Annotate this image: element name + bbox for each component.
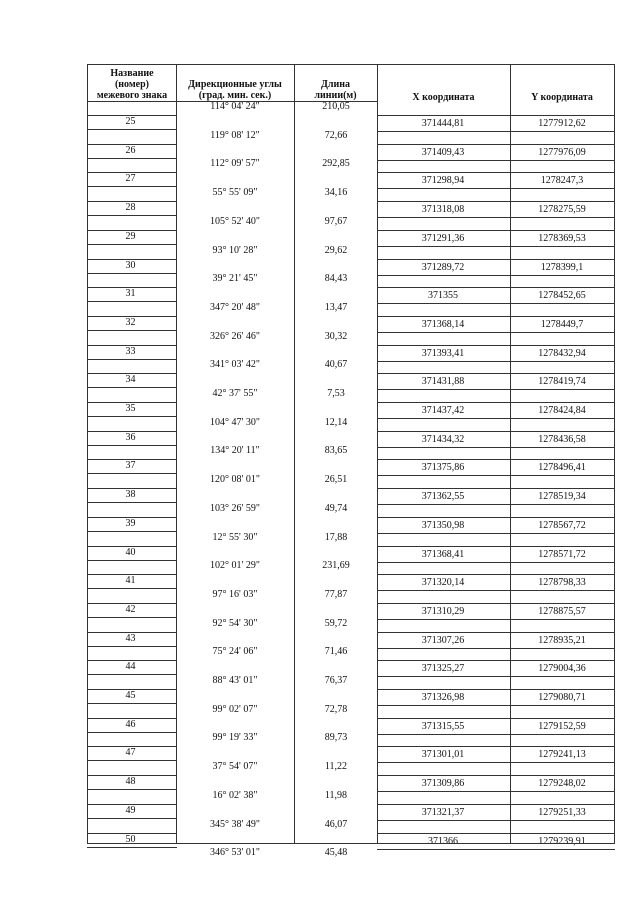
point-y-coordinate: 1279248,02 [538, 778, 586, 789]
row-divider [377, 447, 615, 448]
row-divider [377, 475, 615, 476]
segment-angle: 345° 38' 49" [210, 819, 260, 830]
row-divider [377, 144, 615, 145]
row-divider [377, 546, 615, 547]
segment-angle: 16° 02' 38" [212, 790, 258, 801]
row-divider [377, 833, 615, 834]
row-divider [377, 246, 615, 247]
row-divider [377, 361, 615, 362]
row-divider [87, 732, 177, 733]
row-divider [377, 172, 615, 173]
point-x-coordinate: 371355 [428, 290, 458, 301]
point-x-coordinate: 371431,88 [421, 376, 465, 387]
header-angle [176, 79, 294, 101]
point-x-coordinate: 371291,36 [421, 233, 465, 244]
segment-angle: 119° 08' 12" [210, 130, 260, 141]
point-name: 49 [125, 805, 136, 816]
segment-angle: 326° 26' 46" [210, 331, 260, 342]
row-divider [377, 632, 615, 633]
row-divider [377, 603, 615, 604]
row-divider [377, 718, 615, 719]
row-divider [87, 129, 177, 130]
row-divider [377, 689, 615, 690]
point-y-coordinate: 1279251,33 [538, 807, 586, 818]
column-border [614, 64, 615, 844]
point-name: 33 [125, 346, 136, 357]
point-x-coordinate: 371318,08 [421, 204, 465, 215]
point-name: 50 [125, 834, 136, 845]
row-divider [87, 843, 615, 844]
row-divider [87, 760, 177, 761]
segment-length: 26,51 [324, 474, 348, 485]
segment-angle: 12° 55' 30" [212, 532, 258, 543]
row-divider [377, 115, 615, 116]
row-divider [377, 459, 615, 460]
point-y-coordinate: 1278567,72 [538, 520, 586, 531]
point-x-coordinate: 371309,86 [421, 778, 465, 789]
segment-angle: 92° 54' 30" [212, 618, 258, 629]
row-divider [87, 674, 177, 675]
row-divider [377, 131, 615, 132]
point-name: 42 [125, 604, 136, 615]
row-divider [87, 473, 177, 474]
point-y-coordinate: 1278452,65 [538, 290, 586, 301]
segment-angle: 93° 10' 28" [212, 245, 258, 256]
segment-angle: 347° 20' 48" [210, 302, 260, 313]
row-divider [87, 359, 177, 360]
point-name: 45 [125, 690, 136, 701]
point-x-coordinate: 371362,55 [421, 491, 465, 502]
segment-angle: 88° 43' 01" [212, 675, 258, 686]
point-y-coordinate: 1278935,21 [538, 635, 586, 646]
row-divider [377, 275, 615, 276]
segment-length: 17,88 [324, 532, 348, 543]
row-divider [377, 332, 615, 333]
point-y-coordinate: 1277976,09 [538, 147, 586, 158]
point-name: 28 [125, 202, 136, 213]
row-divider [377, 804, 615, 805]
point-name: 29 [125, 231, 136, 242]
header-length-line2: линии(м) [314, 90, 357, 101]
segment-angle: 105° 52' 40" [210, 216, 260, 227]
point-name: 32 [125, 317, 136, 328]
row-divider [87, 330, 177, 331]
row-divider [377, 820, 615, 821]
segment-length: 89,73 [324, 732, 348, 743]
point-x-coordinate: 371307,26 [421, 635, 465, 646]
segment-angle: 55° 55' 09" [212, 187, 258, 198]
segment-angle: 75° 24' 06" [212, 646, 258, 657]
segment-length: 76,37 [324, 675, 348, 686]
point-y-coordinate: 1278369,53 [538, 233, 586, 244]
point-y-coordinate: 1278419,74 [538, 376, 586, 387]
row-divider [377, 316, 615, 317]
row-divider [377, 230, 615, 231]
segment-length: 72,78 [324, 704, 348, 715]
point-name: 38 [125, 489, 136, 500]
segment-angle: 120° 08' 01" [210, 474, 260, 485]
segment-length: 59,72 [324, 618, 348, 629]
point-x-coordinate: 371325,27 [421, 663, 465, 674]
segment-length: 11,22 [324, 761, 348, 772]
table-top-border [87, 64, 615, 65]
segment-length: 30,32 [324, 331, 348, 342]
point-name: 39 [125, 518, 136, 529]
header-y: Y координата [531, 92, 593, 103]
segment-length: 12,14 [324, 417, 348, 428]
segment-length: 84,43 [324, 273, 348, 284]
point-name: 43 [125, 633, 136, 644]
column-border [510, 64, 511, 844]
row-divider [377, 217, 615, 218]
point-x-coordinate: 371350,98 [421, 520, 465, 531]
point-x-coordinate: 371437,42 [421, 405, 465, 416]
point-name: 41 [125, 575, 136, 586]
segment-angle: 42° 37' 55" [212, 388, 258, 399]
row-divider [87, 646, 177, 647]
point-name: 26 [125, 145, 136, 156]
point-name: 35 [125, 403, 136, 414]
segment-length: 40,67 [324, 359, 348, 370]
row-divider [377, 574, 615, 575]
segment-angle: 102° 01' 29" [210, 560, 260, 571]
row-divider [87, 818, 177, 819]
row-divider [377, 746, 615, 747]
segment-angle: 346° 53' 01" [210, 847, 260, 858]
segment-length: 49,74 [324, 503, 348, 514]
row-divider [87, 789, 177, 790]
segment-length: 231,69 [322, 560, 350, 571]
header-name-line3: межевого знака [96, 90, 168, 101]
row-divider [377, 504, 615, 505]
point-name: 27 [125, 173, 136, 184]
row-divider [377, 849, 615, 850]
row-divider [87, 158, 177, 159]
row-divider [87, 445, 177, 446]
row-divider [87, 560, 177, 561]
segment-angle: 134° 20' 11" [210, 445, 260, 456]
row-divider [87, 847, 177, 848]
point-y-coordinate: 1278798,33 [538, 577, 586, 588]
point-x-coordinate: 371444,81 [421, 118, 465, 129]
row-divider [87, 502, 177, 503]
row-divider [377, 705, 615, 706]
point-y-coordinate: 1277912,62 [538, 118, 586, 129]
segment-length: 7,53 [327, 388, 345, 399]
header-length [294, 79, 377, 101]
point-y-coordinate: 1278275,59 [538, 204, 586, 215]
row-divider [377, 762, 615, 763]
row-divider [377, 590, 615, 591]
point-x-coordinate: 371434,32 [421, 434, 465, 445]
point-name: 25 [125, 116, 136, 127]
point-x-coordinate: 371375,86 [421, 462, 465, 473]
header-length-line1: Длина [320, 79, 350, 90]
column-border [176, 64, 177, 844]
segment-length: 46,07 [324, 819, 348, 830]
segment-angle: 97° 16' 03" [212, 589, 258, 600]
point-name: 31 [125, 288, 136, 299]
point-name: 46 [125, 719, 136, 730]
point-x-coordinate: 371321,37 [421, 807, 465, 818]
row-divider [377, 648, 615, 649]
row-divider [377, 259, 615, 260]
point-y-coordinate: 1278247,3 [540, 175, 584, 186]
point-y-coordinate: 1279004,36 [538, 663, 586, 674]
row-divider [87, 273, 177, 274]
point-y-coordinate: 1278399,1 [540, 262, 584, 273]
point-y-coordinate: 1279152,59 [538, 721, 586, 732]
point-y-coordinate: 1279241,13 [538, 749, 586, 760]
point-name: 30 [125, 260, 136, 271]
row-divider [377, 619, 615, 620]
point-name: 47 [125, 747, 136, 758]
point-x-coordinate: 371320,14 [421, 577, 465, 588]
point-y-coordinate: 1279239,91 [538, 836, 586, 847]
point-name: 34 [125, 374, 136, 385]
point-name: 44 [125, 661, 136, 672]
row-divider [87, 301, 177, 302]
column-border [294, 64, 295, 844]
point-x-coordinate: 371289,72 [421, 262, 465, 273]
row-divider [377, 160, 615, 161]
header-name-line2: (номер) [114, 79, 150, 90]
row-divider [377, 345, 615, 346]
segment-length: 71,46 [324, 646, 348, 657]
point-x-coordinate: 371301,01 [421, 749, 465, 760]
row-divider [377, 201, 615, 202]
row-divider [377, 533, 615, 534]
row-divider [377, 188, 615, 189]
row-divider [87, 588, 177, 589]
segment-length: 83,65 [324, 445, 348, 456]
point-y-coordinate: 1278519,34 [538, 491, 586, 502]
row-divider [377, 418, 615, 419]
row-divider [87, 244, 177, 245]
point-y-coordinate: 1278436,58 [538, 434, 586, 445]
segment-length: 77,87 [324, 589, 348, 600]
point-y-coordinate: 1278424,84 [538, 405, 586, 416]
row-divider [377, 303, 615, 304]
point-x-coordinate: 371393,41 [421, 348, 465, 359]
header-angle-line2: (град. мин. сек.) [198, 90, 272, 101]
point-y-coordinate: 1278875,57 [538, 606, 586, 617]
segment-length: 34,16 [324, 187, 348, 198]
row-divider [377, 488, 615, 489]
row-divider [377, 389, 615, 390]
row-divider [87, 215, 177, 216]
point-x-coordinate: 371368,14 [421, 319, 465, 330]
row-divider [377, 734, 615, 735]
point-x-coordinate: 371326,98 [421, 692, 465, 703]
row-divider [87, 703, 177, 704]
row-divider [87, 531, 177, 532]
point-y-coordinate: 1278432,94 [538, 348, 586, 359]
point-name: 40 [125, 547, 136, 558]
point-x-coordinate: 371409,43 [421, 147, 465, 158]
row-divider [377, 431, 615, 432]
header-name [88, 68, 176, 101]
row-divider [87, 186, 177, 187]
segment-angle: 99° 02' 07" [212, 704, 258, 715]
segment-length: 13,47 [324, 302, 348, 313]
row-divider [377, 660, 615, 661]
segment-length: 210,05 [322, 101, 350, 112]
point-x-coordinate: 371310,29 [421, 606, 465, 617]
point-y-coordinate: 1278571,72 [538, 549, 586, 560]
row-divider [377, 562, 615, 563]
segment-angle: 104° 47' 30" [210, 417, 260, 428]
header-angle-line1: Дирекционные углы [188, 79, 282, 90]
point-name: 36 [125, 432, 136, 443]
segment-length: 292,85 [322, 158, 350, 169]
row-divider [377, 287, 615, 288]
header-x: X координата [412, 92, 475, 103]
row-divider [87, 416, 177, 417]
point-x-coordinate: 371315,55 [421, 721, 465, 732]
header-name-line1: Название [110, 68, 154, 79]
segment-length: 29,62 [324, 245, 348, 256]
segment-angle: 112° 09' 57" [210, 158, 260, 169]
row-divider [87, 387, 177, 388]
point-name: 37 [125, 460, 136, 471]
row-divider [377, 676, 615, 677]
segment-length: 45,48 [324, 847, 348, 858]
segment-length: 11,98 [324, 790, 348, 801]
row-divider [377, 373, 615, 374]
point-x-coordinate: 371298,94 [421, 175, 465, 186]
row-divider [377, 775, 615, 776]
point-x-coordinate: 371368,41 [421, 549, 465, 560]
segment-angle: 37° 54' 07" [212, 761, 258, 772]
row-divider [377, 517, 615, 518]
segment-angle: 99° 19' 33" [212, 732, 258, 743]
segment-length: 97,67 [324, 216, 348, 227]
segment-length: 72,66 [324, 130, 348, 141]
row-divider [377, 402, 615, 403]
segment-angle: 341° 03' 42" [210, 359, 260, 370]
point-y-coordinate: 1278449,7 [540, 319, 584, 330]
point-y-coordinate: 1278496,41 [538, 462, 586, 473]
point-y-coordinate: 1279080,71 [538, 692, 586, 703]
point-x-coordinate: 371366 [428, 836, 458, 847]
segment-angle: 114° 04' 24" [210, 101, 260, 112]
row-divider [87, 617, 177, 618]
segment-angle: 103° 26' 59" [210, 503, 260, 514]
segment-angle: 39° 21' 45" [212, 273, 258, 284]
row-divider [377, 791, 615, 792]
point-name: 48 [125, 776, 136, 787]
